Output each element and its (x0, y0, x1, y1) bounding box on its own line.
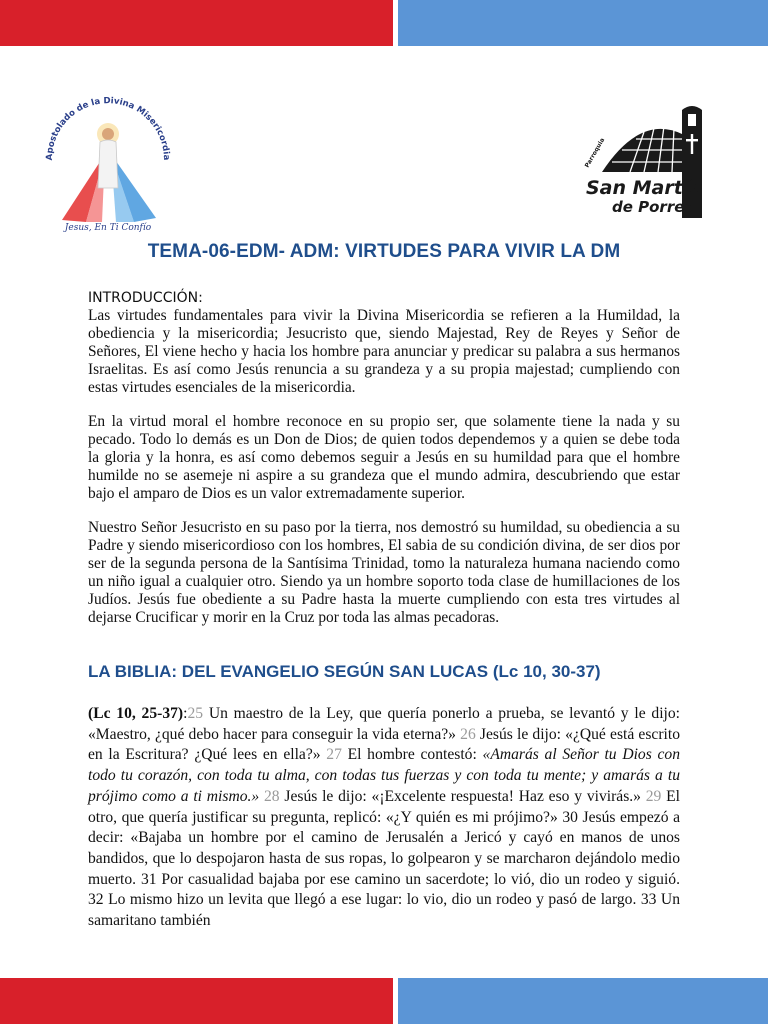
bible-reference: (Lc 10, 25-37) (88, 705, 184, 722)
verse-text: Un maestro de la Ley, que quería ponerlo a prueba, se levantó y le dijo: «Maestro, ¿qué debo hacer para conseguir la vida eterna?» (88, 705, 680, 743)
verse-text: Jesús le dijo: «¡Excelente respuesta! Haz eso y vivirás.» (279, 787, 646, 805)
paragraph-2: En la virtud moral el hombre reconoce en su propio ser, que solamente tiene la nada y su pecado. Todo lo demás es un Don de Dios; de quien todos dependemos y a quien se debe toda la gloria y la honra, es así como debemos seguir a Jesús en su humildad para que el hombre humilde no se asemeje ni aspire a su grandeza que el mundo admira, descubriendo que estar bajo el amparo de Dios es un valor extremadamente superior. (88, 413, 680, 503)
verse-text: Jesús le dijo: «¿Qué está escrito en la Escritura? ¿Qué lees en ella?» (88, 725, 680, 764)
verse-number: 28 (264, 787, 280, 805)
section-title: LA BIBLIA: DEL EVANGELIO SEGÚN SAN LUCAS (Lc 10, 30-37) (88, 662, 601, 681)
paragraph-3: Nuestro Señor Jesucristo en su paso por la tierra, nos demostró su humildad, su obediencia a su Padre y siendo misericordioso con los hombres, El sabia de su condición divina, de ser dios por ser de la segunda persona de la Santísima Trinidad, tomo la naturaleza humana naciendo como un niño igual a cualquier otro. Siendo ya un hombre soporto toda clase de humillaciones de los Judíos. Jesús fue obediente a su Padre hasta la muerte cumpliendo con esta tres virtudes al dejarse Crucificar y morir en la Cruz por toda las almas pecadoras. (88, 519, 680, 627)
verse-text: 30 Jesús empezó a decir: «Bajaba un hombre por el camino de Jerusalén a Jericó y cayó en manos de unos bandidos, que lo despojaron hasta de sus ropas, lo golpearon y se marcharon dejándolo medio muerto. 31 Por casualidad bajaba por ese camino un sacerdote; lo vió, dio un rodeo y siguió. 32 Lo mismo hizo un levita que llegó a ese lugar: lo vio, dio un rodeo y pasó de largo. 33 Un samaritano también (88, 808, 680, 930)
verse-quote: «Amarás al Señor tu Dios con todo tu corazón, con toda tu alma, con todas tus fuerzas y con toda tu mente; y amarás a tu prójimo como a ti mismo.» (88, 746, 681, 805)
verse-text: El hombre contestó: (341, 746, 483, 764)
page-title: TEMA-06-EDM- ADM: VIRTUDES PARA VIVIR LA DM (147, 241, 621, 262)
logo-caption: Jesus, En Ti Confío (64, 223, 152, 233)
paragraph-1: Las virtudes fundamentales para vivir la Divina Misericordia se refieren a la Humildad, la obediencia y la misericordia; Jesucristo que, siendo Majestad, Rey de Reyes y Señor de Señores, El viene hecho y hacia los hombre para anunciar y predicar su palabra a sus hermanos Israelitas. Es así como Jesús renuncia a su grandeza y a su propia majestad; cumpliendo con estas virtudes esenciales de la misericordia. (88, 307, 680, 397)
verse-text: El otro, que quería justificar su pregunta, replicó: «¿Y quién es mi prójimo?» (88, 787, 680, 826)
header-bar (0, 0, 768, 46)
footer-bar-blue (398, 978, 768, 1024)
logo-name-line1: San Martín (586, 177, 703, 199)
logo-name-line2: de Porres (612, 198, 694, 216)
divine-mercy-logo (42, 92, 172, 237)
bible-passage (88, 704, 680, 932)
header-bar-blue (398, 0, 768, 46)
header-bar-red (0, 0, 393, 46)
intro-heading: INTRODUCCIÓN: (88, 290, 203, 306)
verse-number: 29 (645, 787, 662, 805)
footer-bar (0, 978, 768, 1024)
verse-number: 27 (326, 746, 342, 764)
logo-arc-text: Apostolado de la Divina Misericordia (44, 96, 172, 161)
parish-logo (582, 104, 710, 222)
bible-colon: : (183, 705, 188, 722)
logo-parroquia: Parroquia (583, 136, 607, 169)
verse-number: 26 (460, 725, 476, 743)
footer-bar-red (0, 978, 393, 1024)
verse-number: 25 (187, 705, 204, 722)
